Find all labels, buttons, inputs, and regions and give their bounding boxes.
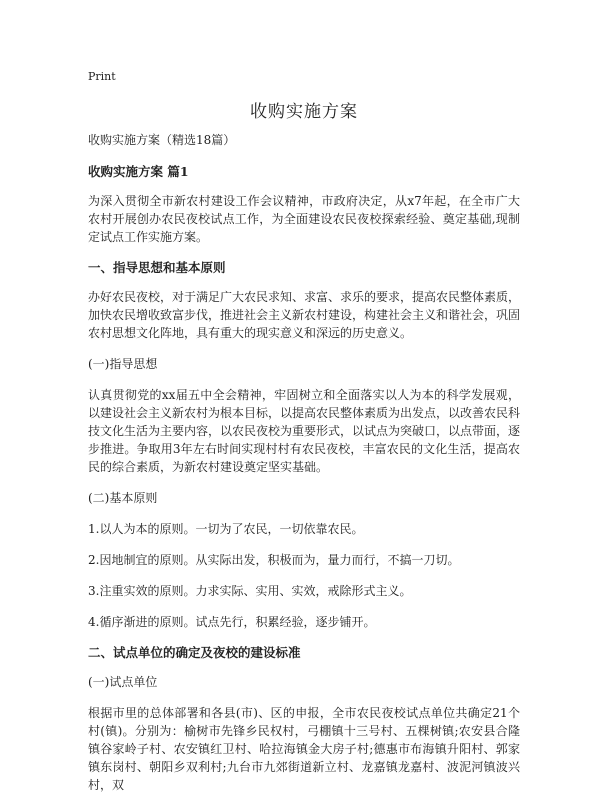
principle-item: 4.循序渐进的原则。试点先行，积累经验，逐步铺开。 xyxy=(88,615,376,629)
principle-item: 3.注重实效的原则。力求实际、实用、实效，戒除形式主义。 xyxy=(88,584,412,598)
intro-paragraph: 为深入贯彻全市新农村建设工作会议精神，市政府决定，从x7年起，在全市广大农村开展创办农民夜校试点工作，为全面建设农民夜校探索经验、奠定基础,现制定试点工作实施方案。 xyxy=(88,194,520,244)
document-title: 收购实施方案 xyxy=(250,102,358,122)
principle-item: 2.因地制宜的原则。从实际出发，积极而为，量力而行，不搞一刀切。 xyxy=(88,553,460,567)
paragraph-pilot-units: 根据市里的总体部署和各县(市)、区的申报，全市农民夜校试点单位共确定21个村(镇)。分别为：榆树市先锋乡民权村，弓棚镇十三号村、五棵树镇;农安县合隆镇谷家岭子村、农安镇红卫村、哈拉海镇金大房子村;德惠市布海镇升阳村、郭家镇东岗村、朝阳乡双利村;九台市九郊街道新立村、龙嘉镇龙嘉村、波泥河镇波兴村，双 xyxy=(88,706,520,792)
section-heading: 收购实施方案 篇1 xyxy=(88,164,189,179)
paragraph-significance: 办好农民夜校，对于满足广大农民求知、求富、求乐的要求，提高农民整体素质，加快农民增收致富步伐，推进社会主义新农村建设，构建社会主义和谐社会，巩固农村思想文化阵地，具有重大的现实意义和深远的历史意义。 xyxy=(88,290,521,340)
document-subtitle: 收购实施方案（精选18篇） xyxy=(88,133,236,147)
heading-pilot-units: 二、试点单位的确定及夜校的建设标准 xyxy=(88,645,301,660)
print-label[interactable]: Print xyxy=(88,70,116,83)
principle-item: 1.以人为本的原则。一切为了农民，一切依靠农民。 xyxy=(88,522,364,536)
paragraph-guiding-thought: 认真贯彻党的xx届五中全会精神，牢固树立和全面落实以人为本的科学发展观，以建设社会主义新农村为根本目标，以提高农民整体素质为出发点，以改善农民科技文化生活为主要内容，以农民夜校为重要形式，以试点为突破口，以点带面，逐步推进。争取用3年左右时间实现村村有农民夜校，丰富农民的文化生活，提高农民的综合素质，为新农村建设奠定坚实基础。 xyxy=(88,388,521,474)
subheading-guiding-thought: (一)指导思想 xyxy=(88,357,158,371)
subheading-pilot-units: (一)试点单位 xyxy=(88,675,158,689)
subheading-basic-principles: (二)基本原则 xyxy=(88,491,158,505)
heading-guiding-principles: 一、指导思想和基本原则 xyxy=(88,260,226,275)
document-body xyxy=(88,131,520,807)
